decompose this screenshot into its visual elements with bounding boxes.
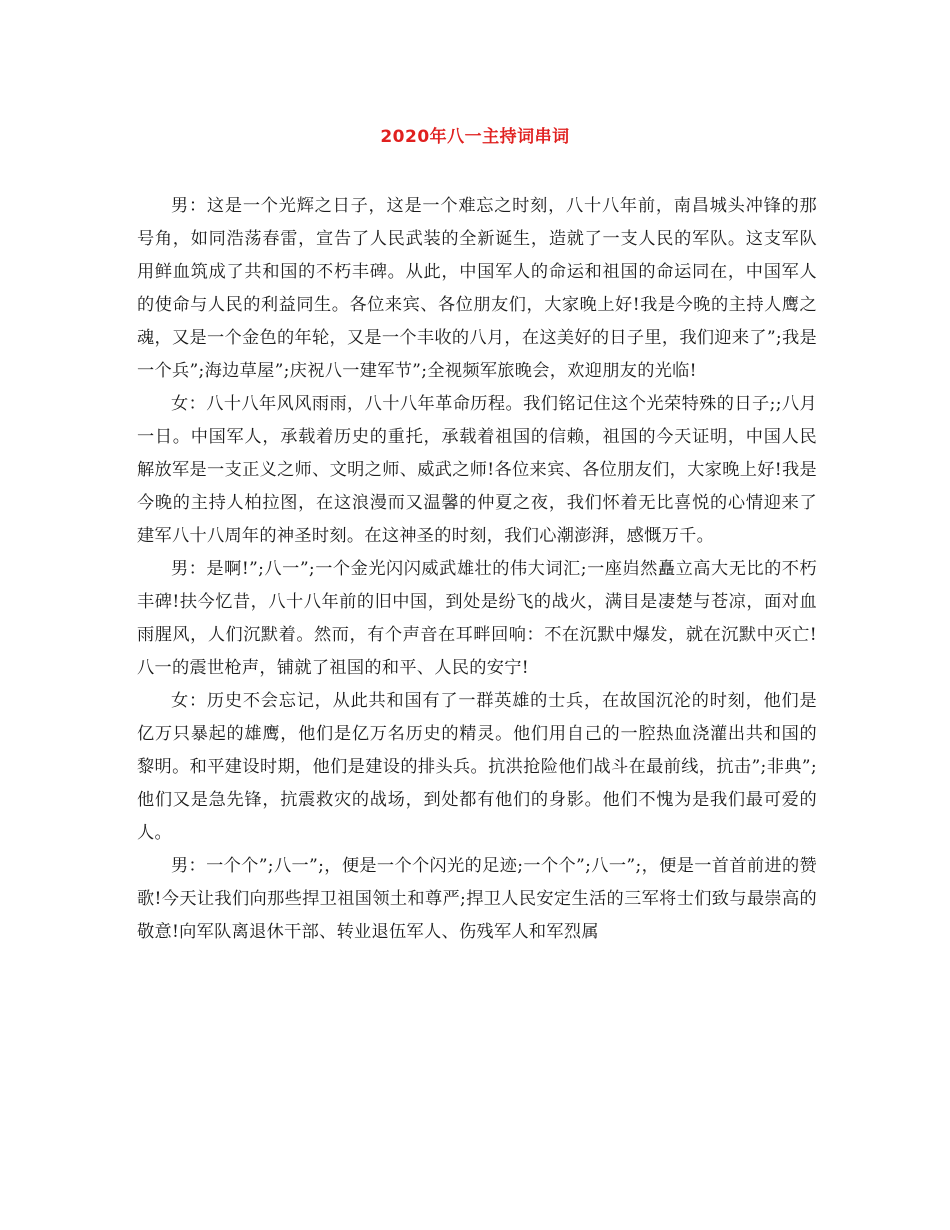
document-body [137, 190, 817, 949]
document-title: 2020年八一主持词串词 [380, 127, 570, 147]
paragraph-male-2: 男：是啊!”;八一”;一个金光闪闪威武雄壮的伟大词汇;一座岿然矗立高大无比的不朽丰碑!扶今忆昔，八十八年前的旧中国，到处是纷飞的战火，满目是凄楚与苍凉，面对血雨腥风，人们沉默着。然而，有个声音在耳畔回响：不在沉默中爆发，就在沉默中灭亡!八一的震世枪声，铺就了祖国的和平、人民的安宁! [137, 559, 817, 678]
paragraph-female-1: 女：八十八年风风雨雨，八十八年革命历程。我们铭记住这个光荣特殊的日子;;八月一日。中国军人，承载着历史的重托，承载着祖国的信赖，祖国的今天证明，中国人民解放军是一支正义之师、文明之师、威武之师!各位来宾、各位朋友们，大家晚上好!我是今晚的主持人柏拉图，在这浪漫而又温馨的仲夏之夜，我们怀着无比喜悦的心情迎来了建军八十八周年的神圣时刻。在这神圣的时刻，我们心潮澎湃，感慨万千。 [137, 394, 817, 546]
paragraph-male-3: 男：一个个”;八一”;，便是一个个闪光的足迹;一个个”;八一”;，便是一首首前进的赞歌!今天让我们向那些捍卫祖国领土和尊严;捍卫人民安定生活的三军将士们致与最崇高的敬意!向军队离退休干部、转业退伍军人、伤残军人和军烈属 [137, 856, 817, 942]
paragraph-female-2: 女：历史不会忘记，从此共和国有了一群英雄的士兵，在故国沉沦的时刻，他们是亿万只暴起的雄鹰，他们是亿万名历史的精灵。他们用自己的一腔热血浇灌出共和国的黎明。和平建设时期，他们是建设的排头兵。抗洪抢险他们战斗在最前线，抗击”;非典”;他们又是急先锋，抗震救灾的战场，到处都有他们的身影。他们不愧为是我们最可爱的人。 [137, 691, 817, 843]
paragraph-male-1: 男：这是一个光辉之日子，这是一个难忘之时刻，八十八年前，南昌城头冲锋的那号角，如同浩荡春雷，宣告了人民武装的全新诞生，造就了一支人民的军队。这支军队用鲜血筑成了共和国的不朽丰碑。从此，中国军人的命运和祖国的命运同在，中国军人的使命与人民的利益同生。各位来宾、各位朋友们，大家晚上好!我是今晚的主持人鹰之魂，又是一个金色的年轮，又是一个丰收的八月，在这美好的日子里，我们迎来了”;我是一个兵”;海边草屋”;庆祝八一建军节”;全视频军旅晚会，欢迎朋友的光临! [137, 196, 817, 381]
